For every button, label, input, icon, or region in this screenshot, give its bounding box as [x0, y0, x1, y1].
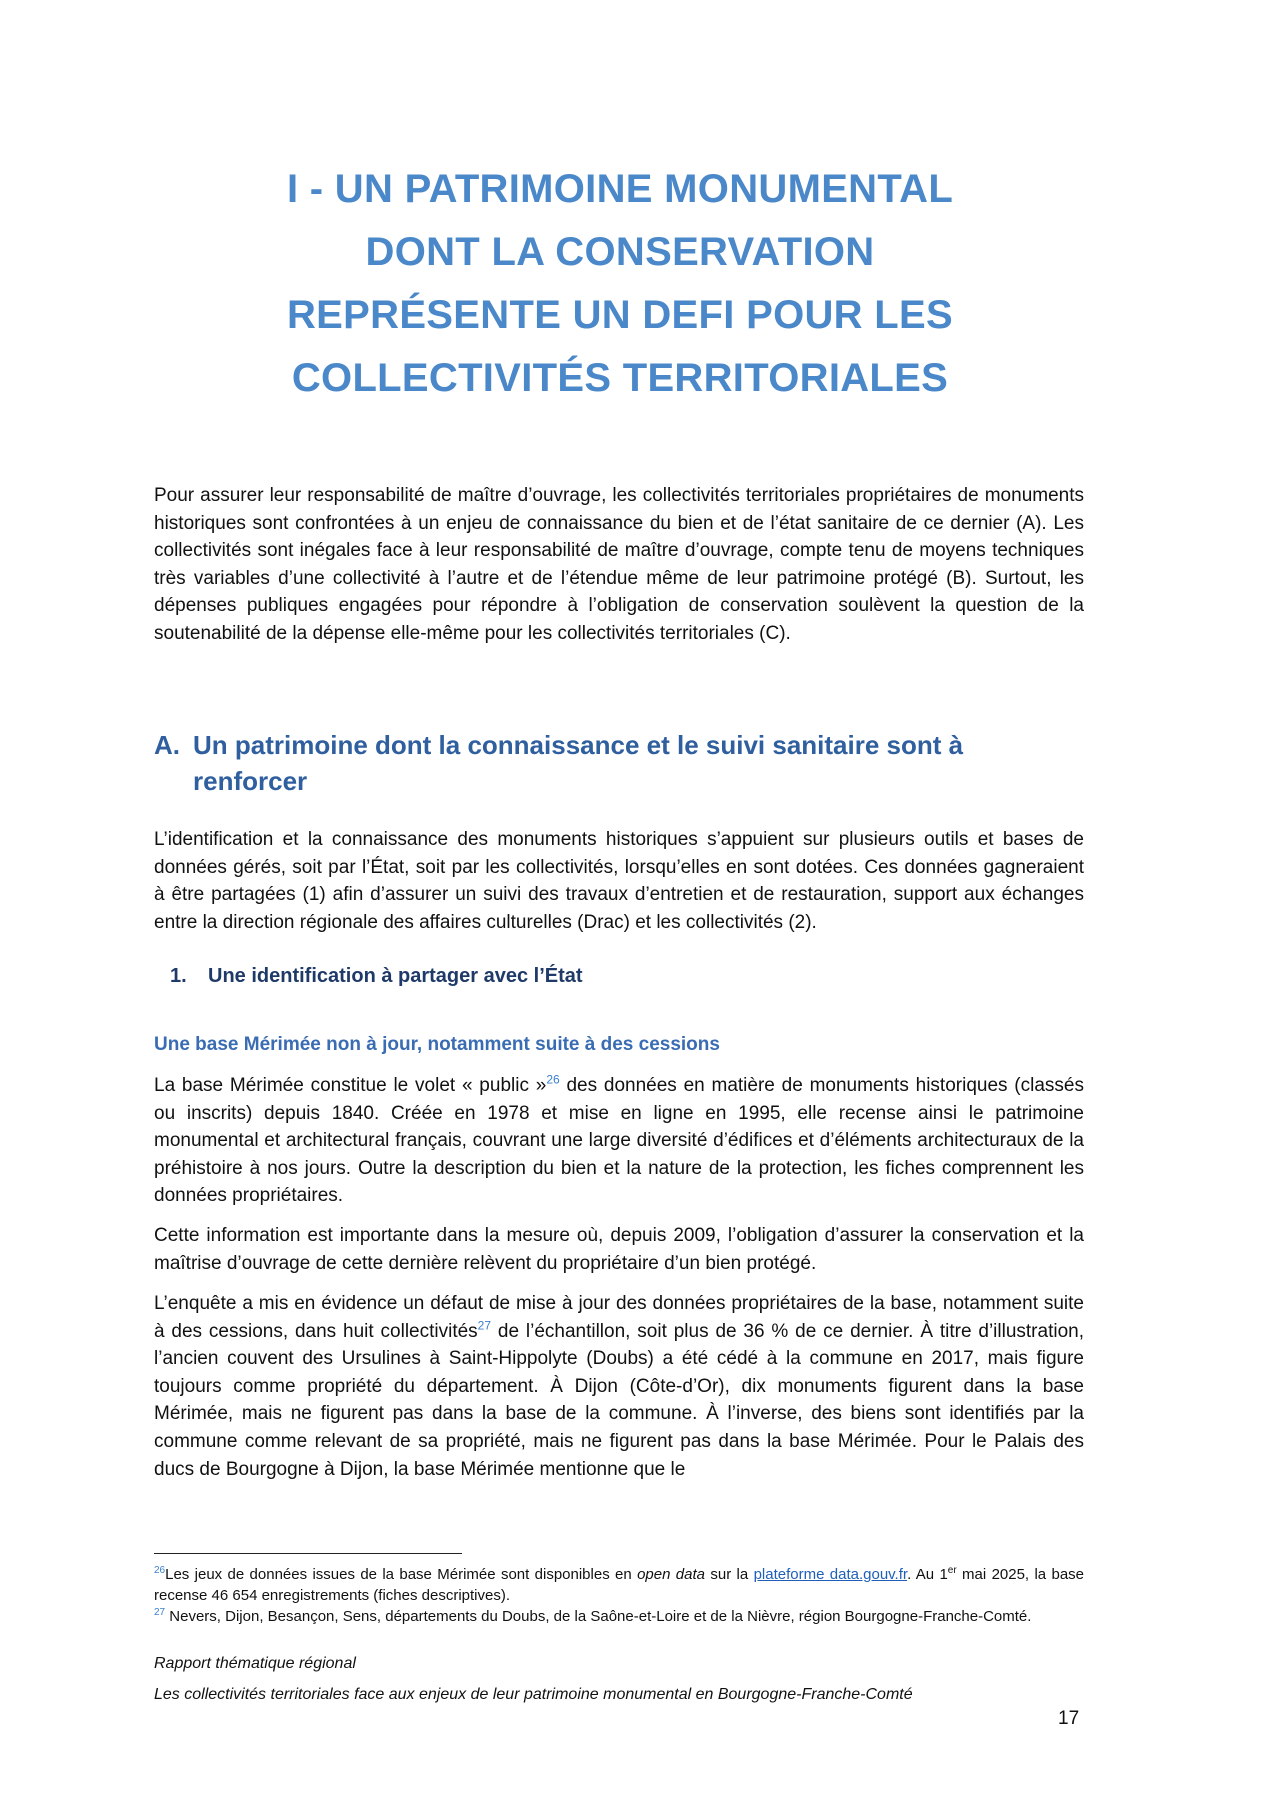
merimee-p3-text: L’enquête a mis en évidence un défaut de mise à jour des données propriétaires de la base, notamment suite à des cessions, dans huit collectivités	[154, 1293, 1084, 1342]
merimee-paragraph-2: Cette information est importante dans la mesure où, depuis 2009, l’obligation d’assurer la conservation et la maîtrise d’ouvrage de cette dernière relèvent du propriétaire d’un bien protégé.	[154, 1225, 1084, 1274]
page-footer	[154, 1648, 1084, 1710]
footnote-27-number: 27	[154, 1607, 166, 1618]
ordinal-superscript: er	[947, 1565, 957, 1576]
footnote-text: sur la	[705, 1566, 754, 1583]
footnote-text: Nevers, Dijon, Besançon, Sens, départements du Doubs, de la Saône-et-Loire et de la Nièvre, région Bourgogne-Franche-Comté.	[165, 1608, 1032, 1625]
footnotes	[154, 1564, 1084, 1627]
section-a-heading	[154, 727, 1084, 799]
intro-paragraph: Pour assurer leur responsabilité de maître d’ouvrage, les collectivités territoriales propriétaires de monuments historiques sont confrontées à un enjeu de connaissance du bien et de l’état sanitaire de ce dernier (A). Les collectivités sont inégales face à leur responsabilité de maître d’ouvrage, compte tenu de moyens techniques très variables d’une collectivité à l’autre et de l’étendue même de leur patrimoine protégé (B). Surtout, les dépenses publiques engagées pour répondre à l’obligation de conservation soulèvent la question de la soutenabilité de la dépense elle-même pour les collectivités territoriales (C).	[154, 485, 1084, 644]
merimee-paragraph-3	[154, 1290, 1084, 1483]
footer-report-type: Rapport thématique régional	[154, 1655, 356, 1672]
footnote-text: Les jeux de données issues de la base Mérimée sont disponibles en	[165, 1566, 638, 1583]
chapter-title-line: DONT LA CONSERVATION	[365, 230, 875, 274]
subsection-1-title: Une identification à partager avec l’État	[208, 965, 583, 987]
footnote-ref-26[interactable]: 26	[546, 1072, 560, 1087]
page-number: 17	[1058, 1708, 1080, 1729]
merimee-p1-text: La base Mérimée constitue le volet « public »	[154, 1075, 547, 1096]
data-gouv-link[interactable]: plateforme data.gouv.fr	[753, 1566, 908, 1583]
chapter-title	[150, 158, 1090, 410]
subsection-1-number: 1.	[170, 965, 187, 987]
merimee-paragraph-1	[154, 1072, 1084, 1210]
footnote-ref-27[interactable]: 27	[477, 1318, 492, 1333]
chapter-title-line: COLLECTIVITÉS TERRITORIALES	[291, 356, 949, 400]
footnote-emphasis: open data	[637, 1566, 705, 1583]
footnote-26-number: 26	[154, 1565, 166, 1576]
merimee-p1-text: des données en matière de monuments historiques (classés ou inscrits) depuis 1840. Créée en 1978 et mise en ligne en 1995, elle recense ainsi le patrimoine monumental et architectural français, couvrant une large diversité d’édifices et d’éléments architecturaux de la préhistoire à nos jours. Outre la description du bien et la nature de la protection, les fiches comprennent les données propriétaires.	[154, 1075, 1084, 1207]
footer-report-title: Les collectivités territoriales face aux enjeux de leur patrimoine monumental en Bourgogne-Franche-Comté	[154, 1686, 913, 1703]
subsection-1-heading	[170, 962, 583, 990]
footnote-text: . Au 1	[907, 1566, 948, 1583]
section-a-letter: A.	[154, 730, 180, 760]
footnote-divider	[154, 1553, 462, 1554]
footnote-text: mai 2025, la base recense 46 654 enregistrements (fiches descriptives).	[154, 1566, 1085, 1604]
chapter-title-line: REPRÉSENTE UN DEFI POUR LES	[287, 293, 953, 337]
merimee-p3-text: de l’échantillon, soit plus de 36 % de ce dernier. À titre d’illustration, l’ancien couvent des Ursulines à Saint-Hippolyte (Doubs) a été cédé à la commune en 2017, mais figure toujours comme propriété du département. À Dijon (Côte-d’Or), dix monuments figurent dans la base Mérimée, mais ne figurent pas dans la base de la commune. À l’inverse, des biens sont identifiés par la commune comme relevant de sa propriété, mais ne figurent pas dans la base Mérimée. Pour le Palais des ducs de Bourgogne à Dijon, la base Mérimée mentionne que le	[154, 1320, 1084, 1480]
section-a-title: Un patrimoine dont la connaissance et le suivi sanitaire sont à renforcer	[193, 730, 964, 796]
chapter-title-line: I - UN PATRIMOINE MONUMENTAL	[286, 167, 954, 211]
footnote-27	[154, 1606, 1084, 1627]
merimee-heading: Une base Mérimée non à jour, notamment suite à des cessions	[154, 1034, 720, 1055]
footnote-26	[154, 1564, 1084, 1606]
section-a-paragraph: L’identification et la connaissance des monuments historiques s’appuient sur plusieurs outils et bases de données gérés, soit par l’État, soit par les collectivités, lorsqu’elles en sont dotées. Ces données gagneraient à être partagées (1) afin d’assurer un suivi des travaux d’entretien et de restauration, support aux échanges entre la direction régionale des affaires culturelles (Drac) et les collectivités (2).	[154, 829, 1084, 933]
